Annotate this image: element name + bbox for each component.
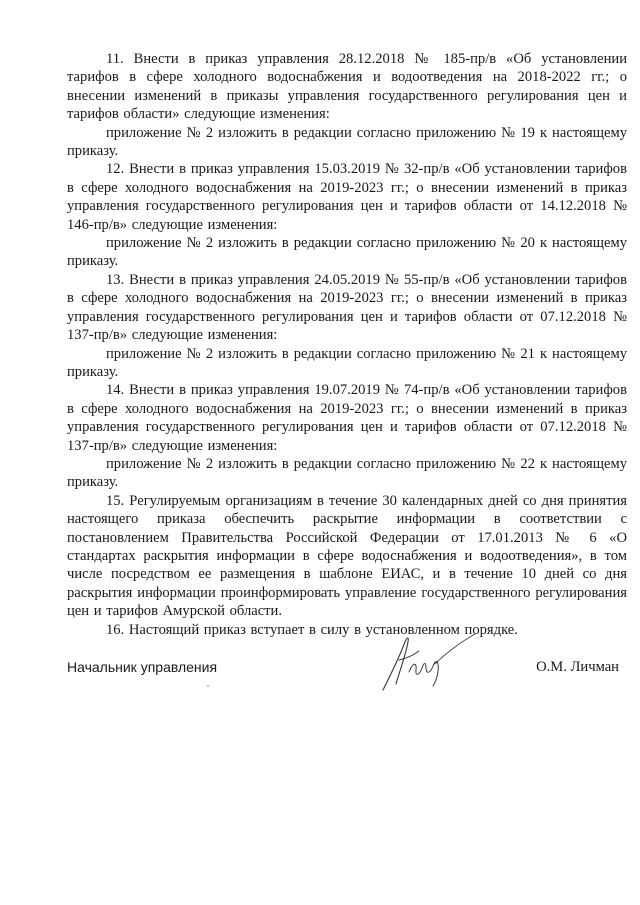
document-body xyxy=(67,50,627,639)
paragraph-14-appendix: приложение № 2 изложить в редакции согласно приложению № 22 к настоящему приказу. xyxy=(67,455,627,491)
paragraph-13-appendix: приложение № 2 изложить в редакции согласно приложению № 21 к настоящему приказу. xyxy=(67,345,627,380)
signature-block xyxy=(67,656,627,696)
paragraph-11-appendix: приложение № 2 изложить в редакции согласно приложению № 19 к настоящему приказу. xyxy=(67,124,627,160)
scan-speck xyxy=(207,685,209,687)
paragraph-12: 12. Внести в приказ управления 15.03.2019 № 32-пр/в «Об установлении тарифов в сфере холодного водоснабжения на 2019-2023 гг.; о внесении изменений в приказ управления государственного регулирования цен и тарифов области от 14.12.2018 № 146-пр/в» следующие изменения: xyxy=(67,161,627,233)
paragraph-15: 15. Регулируемым организациям в течение 30 календарных дней со дня принятия настоящего приказа обеспечить раскрытие информации в соответствии с постановлением Правительства Российской Федерации от 17.01.2013 № 6 «О стандартах раскрытия информации в сфере водоснабжения и водоотведения», в том числе посредством ее размещения в шаблоне ЕИАС, и в течение 10 дней со дня раскрытия информации проинформировать управление государственного регулирования цен и тарифов Амурской области. xyxy=(67,492,627,620)
paragraph-12-appendix: приложение № 2 изложить в редакции согласно приложению № 20 к настоящему приказу. xyxy=(67,235,627,270)
paragraph-16: 16. Настоящий приказ вступает в силу в установленном порядке. xyxy=(106,621,518,638)
paragraph-13: 13. Внести в приказ управления 24.05.2019 № 55-пр/в «Об установлении тарифов в сфере холодного водоснабжения на 2019-2023 гг.; о внесении изменений в приказ управления государственного регулирования цен и тарифов области от 07.12.2018 № 137-пр/в» следующие изменения: xyxy=(67,271,627,344)
signatory-name: О.М. Личман xyxy=(536,659,619,675)
handwritten-signature xyxy=(369,628,489,698)
paragraph-11: 11. Внести в приказ управления 28.12.2018 № 185-пр/в «Об установлении тарифов в сфере холодного водоснабжения и водоотведения на 2018-2022 гг.; о внесении изменений в приказы управления государственного регулирования цен и тарифов области» следующие изменения: xyxy=(67,51,627,123)
paragraph-14: 14. Внести в приказ управления 19.07.2019 № 74-пр/в «Об установлении тарифов в сфере холодного водоснабжения на 2019-2023 гг.; о внесении изменений в приказ управления государственного регулирования цен и тарифов области от 07.12.2018 № 137-пр/в» следующие изменения: xyxy=(67,382,627,454)
signatory-position: Начальник управления xyxy=(67,659,218,675)
